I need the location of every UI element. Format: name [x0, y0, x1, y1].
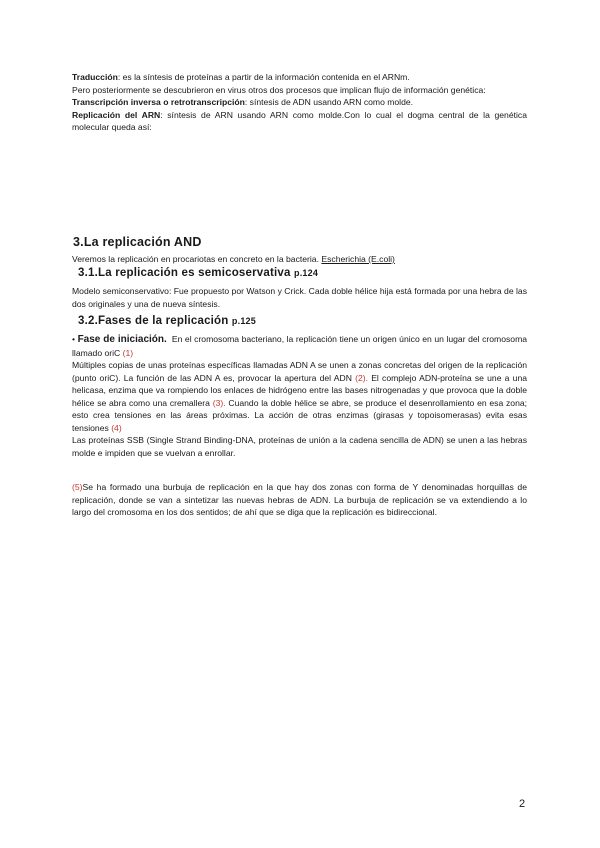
ada-paragraph [72, 359, 527, 434]
replicacion-arn-term: Replicación del ARN [72, 109, 161, 120]
replicacion-arn-paragraph [72, 109, 527, 134]
posterior-paragraph: Pero posteriormente se descubrieron en virus otros dos procesos que implican flujo de información genética: [72, 84, 486, 95]
section-3-2-body [72, 333, 527, 459]
ref-2: (2). [355, 372, 368, 383]
section-3-text: Veremos la replicación en procariotas en concreto en la bacteria. [72, 254, 319, 264]
section-3-2-page-ref: p.125 [231, 316, 256, 326]
traduccion-paragraph [72, 71, 527, 84]
iniciacion-text: En el cromosoma bacteriano, la replicación tiene un origen único en un lugar del cromosoma llamado oriC [72, 334, 528, 358]
section-3-1-paragraph: Modelo semiconservativo: Fue propuesto por Watson y Crick. Cada doble hélice hija está formada por una hebra de las dos originales y una de nueva síntesis. [72, 286, 527, 309]
ref-4: (4) [111, 422, 122, 433]
ref-3: (3). [212, 397, 226, 408]
traduccion-term: Traducción [72, 72, 118, 82]
transcripcion-paragraph [72, 96, 527, 109]
section-3-2-title: 3.2.Fases de la replicación [78, 315, 229, 327]
ada-text-c: Cuando la doble hélice se abre, se produce el desenrollamiento en esa zona; esto crea tensiones en las áreas próximas. La acción de otras enzimas (girasas y topoisomerasas) evita esas tensiones [72, 397, 528, 433]
ssb-paragraph: Las proteínas SSB (Single Strand Binding-DNA, proteínas de unión a la cadena sencilla de ADN) se unen a las hebras molde e impiden que se vuelvan a enrollar. [72, 435, 527, 458]
burbuja-text: Se ha formado una burbuja de replicación en la que hay dos zonas con forma de Y denominadas horquillas de replicación, donde se van a sintetizar las nuevas hebras de ADN. La burbuja de replicación se va extendiendo a lo largo del cromosoma en los dos sentidos; de ahí que se diga que la replicación es bidireccional. [72, 482, 527, 517]
replicacion-arn-text: : síntesis de ARN usando ARN como molde.Con lo cual el dogma central de la genética molecular queda así: [72, 109, 527, 132]
section-3-1-heading [78, 267, 318, 279]
section-3-1-title: 3.1.La replicación es semicoservativa [78, 267, 291, 279]
section-3-heading: 3.La replicación AND [73, 235, 202, 249]
ref-5: (5) [72, 482, 83, 492]
burbuja-paragraph [72, 481, 527, 519]
transcripcion-term: Transcripción inversa o retrotranscripción [72, 97, 245, 107]
fase-iniciacion-term: Fase de iniciación. [77, 334, 167, 345]
section-3-1-page-ref: p.124 [294, 268, 319, 278]
bullet-icon: • [72, 334, 76, 344]
section-3-paragraph [72, 253, 527, 266]
ada-text-a: Múltiples copias de unas proteínas específicas llamadas ADN A se unen a zonas concretas del origen de la replicación (punto oriC). La función de las ADN A es, provocar la apertura del ADN [72, 360, 527, 383]
section-3-2-heading [78, 315, 256, 327]
organism-name: Escherichia (E.coli) [321, 254, 395, 264]
transcripcion-text: : síntesis de ADN usando ARN como molde. [244, 97, 414, 107]
ada-text-b: El complejo ADN-proteína se une a una helicasa, enzima que va rompiendo los enlaces de hidrógeno entre las bases nitrogenadas y que provoca que la doble hélice se abra como una cremallera [72, 372, 527, 408]
iniciacion-paragraph [72, 333, 527, 359]
intro-block [72, 71, 527, 134]
page-number: 2 [519, 798, 526, 810]
traduccion-text: : es la síntesis de proteínas a partir de la información contenida en el ARNm. [117, 72, 410, 82]
ref-1: (1) [122, 347, 134, 358]
